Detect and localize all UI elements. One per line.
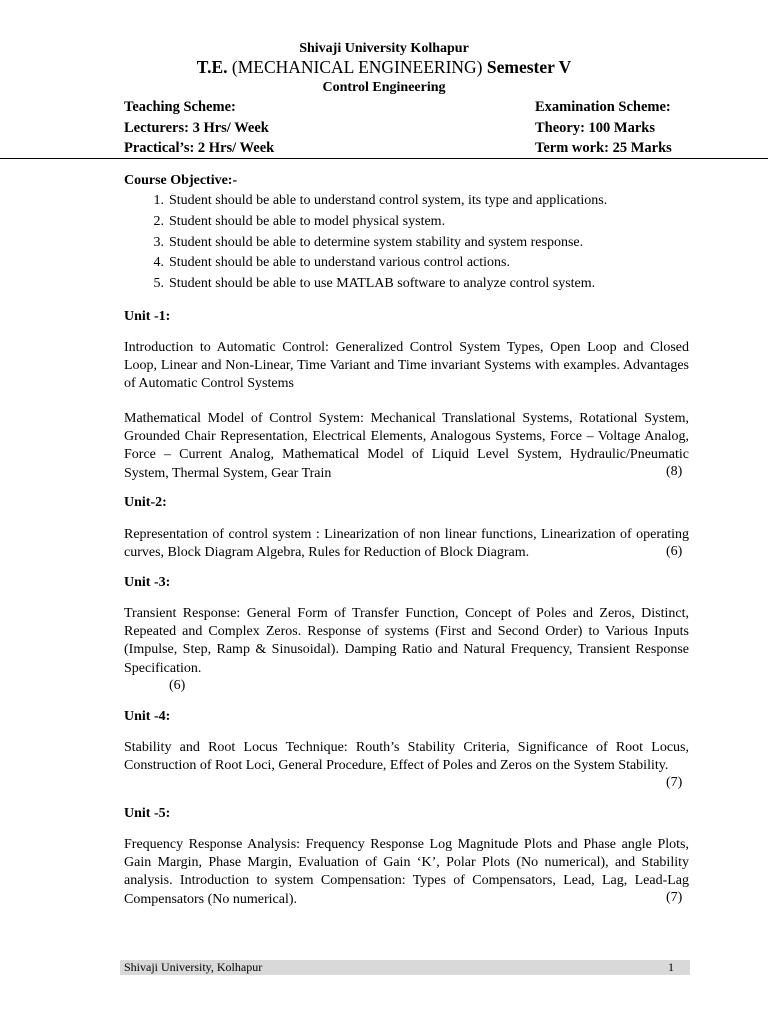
unit-1-modeling-text: Mathematical Model of Control System: Mechanical Translational Systems, Rotational System, Grounded Chair Representation, Electrical Elements, Analogous Systems, Force – Voltage Analog, Force – Current Analog, Mathematical Model of Liquid Level System, Hydraulic/Pneumatic System, Thermal System, Gear Train: [124, 411, 689, 481]
unit-4-heading: Unit -4:: [124, 709, 171, 724]
teaching-scheme-title: Teaching Scheme:: [124, 99, 236, 115]
item-number: 4.: [153, 255, 164, 271]
item-text: Student should be able to model physical system.: [169, 213, 446, 229]
termwork-marks: Term work: 25 Marks: [535, 140, 672, 156]
unit-4-hours: (7): [666, 775, 683, 790]
item-number: 2.: [153, 213, 164, 229]
page-number: 1: [668, 960, 674, 974]
unit-2-heading: Unit-2:: [124, 495, 167, 510]
course-title: [0, 57, 768, 78]
unit-1-intro: Introduction to Automatic Control: Generalized Control System Types, Open Loop and Closed Loop, Linear and Non-Linear, Time Variant and Time invariant Systems with examples. Advantages of Automatic Control Systems: [124, 340, 689, 392]
examination-scheme: [535, 97, 672, 159]
teaching-scheme: [124, 97, 274, 159]
unit-1-modeling: [124, 410, 689, 483]
list-item: [124, 212, 694, 233]
item-number: 5.: [153, 276, 164, 292]
list-item: [124, 233, 694, 254]
examination-scheme-title: Examination Scheme:: [535, 99, 671, 115]
unit-2-hours: (6): [666, 544, 683, 559]
item-text: Student should be able to understand control system, its type and applications.: [169, 193, 608, 208]
list-item: [124, 253, 694, 274]
item-text: Student should be able to use MATLAB software to analyze control system.: [169, 276, 596, 292]
unit-4-content: Stability and Root Locus Technique: Routh’s Stability Criteria, Significance of Root Locus, Construction of Root Loci, General Procedure, Effect of Poles and Zeros on the System Stability.: [124, 740, 689, 774]
header-divider: [0, 158, 768, 159]
subject-title: Control Engineering: [322, 80, 446, 95]
unit-3-content: Transient Response: General Form of Transfer Function, Concept of Poles and Zeros, Distinct, Repeated and Complex Zeros. Response of systems (First and Second Order) to Various Inputs (Impulse, Step, Ramp & Sinusoidal). Damping Ratio and Natural Frequency, Transient Response Specification.: [124, 606, 689, 676]
unit-3-heading: Unit -3:: [124, 575, 171, 590]
course-prefix: T.E.: [196, 57, 228, 77]
lectures-hours: Lecturers: 3 Hrs/ Week: [124, 119, 269, 136]
practicals-hours: Practical’s: 2 Hrs/ Week: [124, 140, 275, 156]
unit-3-hours: (6): [169, 678, 186, 693]
theory-marks: Theory: 100 Marks: [535, 119, 656, 136]
university-title: Shivaji University Kolhapur: [299, 41, 469, 56]
course-branch: (MECHANICAL ENGINEERING): [227, 57, 487, 77]
list-item: [124, 274, 694, 295]
course-semester: Semester V: [486, 57, 572, 77]
item-text: Student should be able to determine system stability and system response.: [169, 234, 584, 250]
unit-5-heading: Unit -5:: [124, 806, 171, 821]
objective-list: [124, 191, 694, 295]
item-text: Student should be able to understand various control actions.: [169, 255, 510, 271]
unit-1-heading: Unit -1:: [124, 309, 171, 324]
unit-5-hours: (7): [666, 890, 683, 905]
item-number: 1.: [153, 193, 164, 208]
unit-5-content: Frequency Response Analysis: Frequency Response Log Magnitude Plots and Phase angle Plots, Gain Margin, Phase Margin, Evaluation of Gain ‘K’, Polar Plots (No numerical), and Stability analysis. Introduction to system Compensation: Types of Compensators, Lead, Lag, Lead-Lag Compensators (No numerical).: [124, 837, 689, 907]
list-item: [124, 191, 694, 212]
unit-2-content: Representation of control system : Linearization of non linear functions, Linearization of operating curves, Block Diagram Algebra, Rules for Reduction of Block Diagram.: [124, 527, 689, 561]
footer-university: Shivaji University, Kolhapur: [124, 960, 263, 974]
item-number: 3.: [153, 234, 164, 250]
course-objective-heading: Course Objective:-: [124, 173, 238, 188]
unit-1-hours: (8): [666, 464, 683, 479]
